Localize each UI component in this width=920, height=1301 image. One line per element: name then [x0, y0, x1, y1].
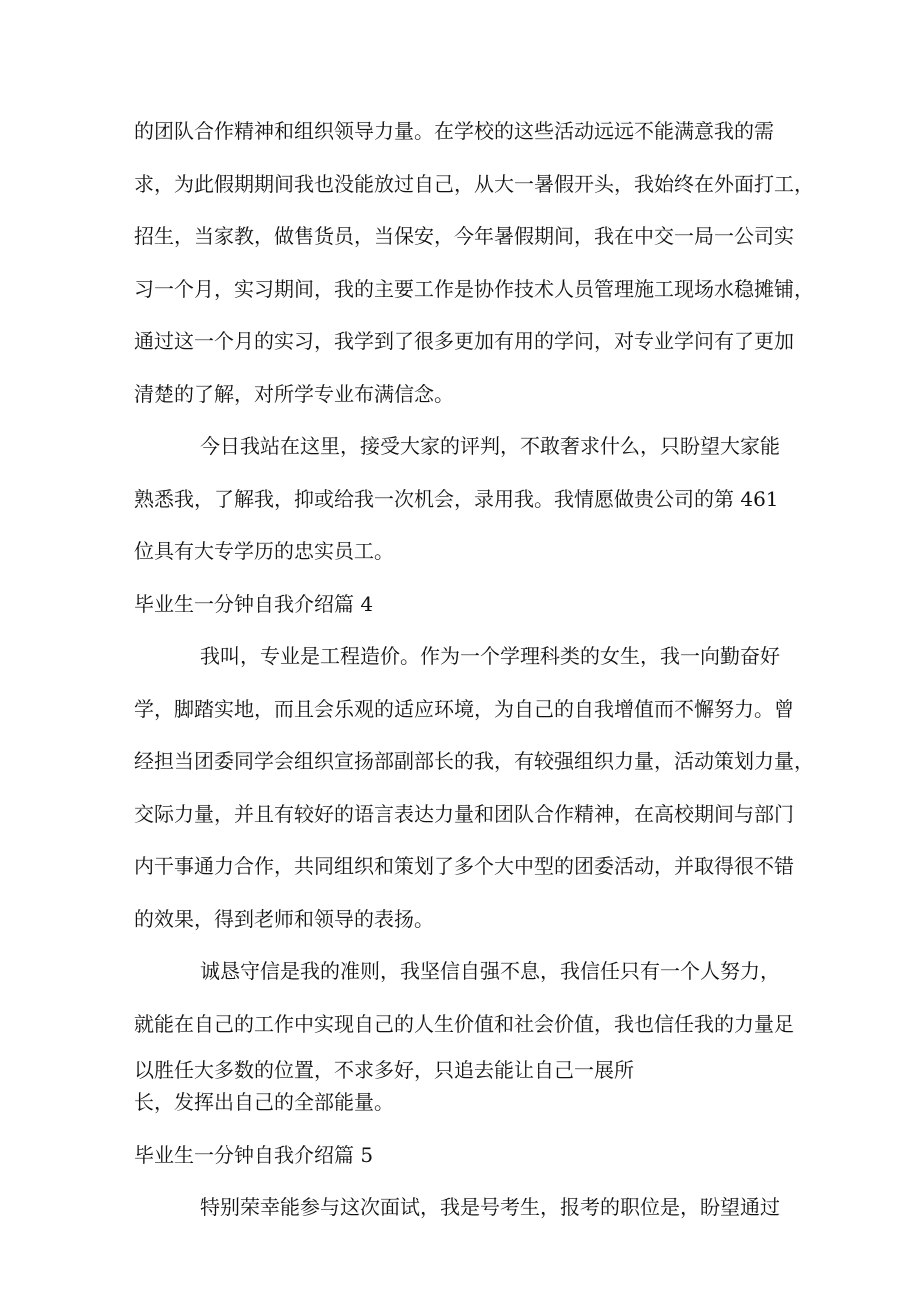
- body-line-19: 以胜任大多数的位置，不求多好，只追去能让自己一展所: [134, 1058, 634, 1082]
- section-heading-4: 毕业生一分钟自我介绍篇 4: [134, 591, 374, 616]
- body-line-5: 通过这一个月的实习，我学到了很多更加有用的学问，对专业学问有了更加: [134, 329, 794, 353]
- body-line-3: 招生，当家教，做售货员，当保安，今年暑假期间，我在中交一局一公司实: [134, 224, 794, 248]
- body-line-14: 交际力量，并且有较好的语言表达力量和团队合作精神，在高校期间与部门: [134, 801, 794, 826]
- body-line-22: 特别荣幸能参与这次面试，我是号考生，报考的职位是，盼望通过: [200, 1195, 780, 1219]
- body-line-12: 学，脚踏实地，而且会乐观的适应环境，为自己的自我增值而不懈努力。曾: [134, 696, 794, 721]
- body-line-1: 的团队合作精神和组织领导力量。在学校的这些活动远远不能满意我的需: [134, 119, 774, 143]
- body-line-6: 清楚的了解，对所学专业布满信念。: [134, 381, 454, 406]
- document-body: [134, 112, 814, 1226]
- body-line-8: 熟悉我，了解我，抑或给我一次机会，录用我。我情愿做贵公司的第 461: [134, 486, 779, 511]
- body-line-9: 位具有大专学历的忠实员工。: [134, 539, 394, 563]
- body-line-11: 我叫，专业是工程造价。作为一个学理科类的女生，我一向勤奋好: [200, 644, 780, 668]
- body-line-2: 求，为此假期期间我也没能放过自己，从大一暑假开头，我始终在外面打工，: [134, 171, 814, 196]
- section-heading-5: 毕业生一分钟自我介绍篇 5: [134, 1142, 374, 1167]
- body-line-17: 诚恳守信是我的准则，我坚信自强不息，我信任只有一个人努力，: [200, 959, 780, 983]
- body-line-15: 内干事通力合作，共同组织和策划了多个大中型的团委活动，并取得很不错: [134, 854, 794, 878]
- body-line-20: 长，发挥出自己的全部能量。: [134, 1090, 394, 1114]
- body-line-18: 就能在自己的工作中实现自己的人生价值和社会价值，我也信任我的力量足: [134, 1011, 794, 1036]
- body-line-7: 今日我站在这里，接受大家的评判，不敢奢求什么，只盼望大家能: [200, 434, 780, 458]
- body-line-13: 经担当团委同学会组织宣扬部副部长的我，有较强组织力量，活动策划力量，: [134, 749, 814, 773]
- body-line-16: 的效果，得到老师和领导的表扬。: [134, 906, 434, 931]
- body-line-4: 习一个月，实习期间，我的主要工作是协作技术人员管理施工现场水稳摊铺，: [134, 276, 814, 301]
